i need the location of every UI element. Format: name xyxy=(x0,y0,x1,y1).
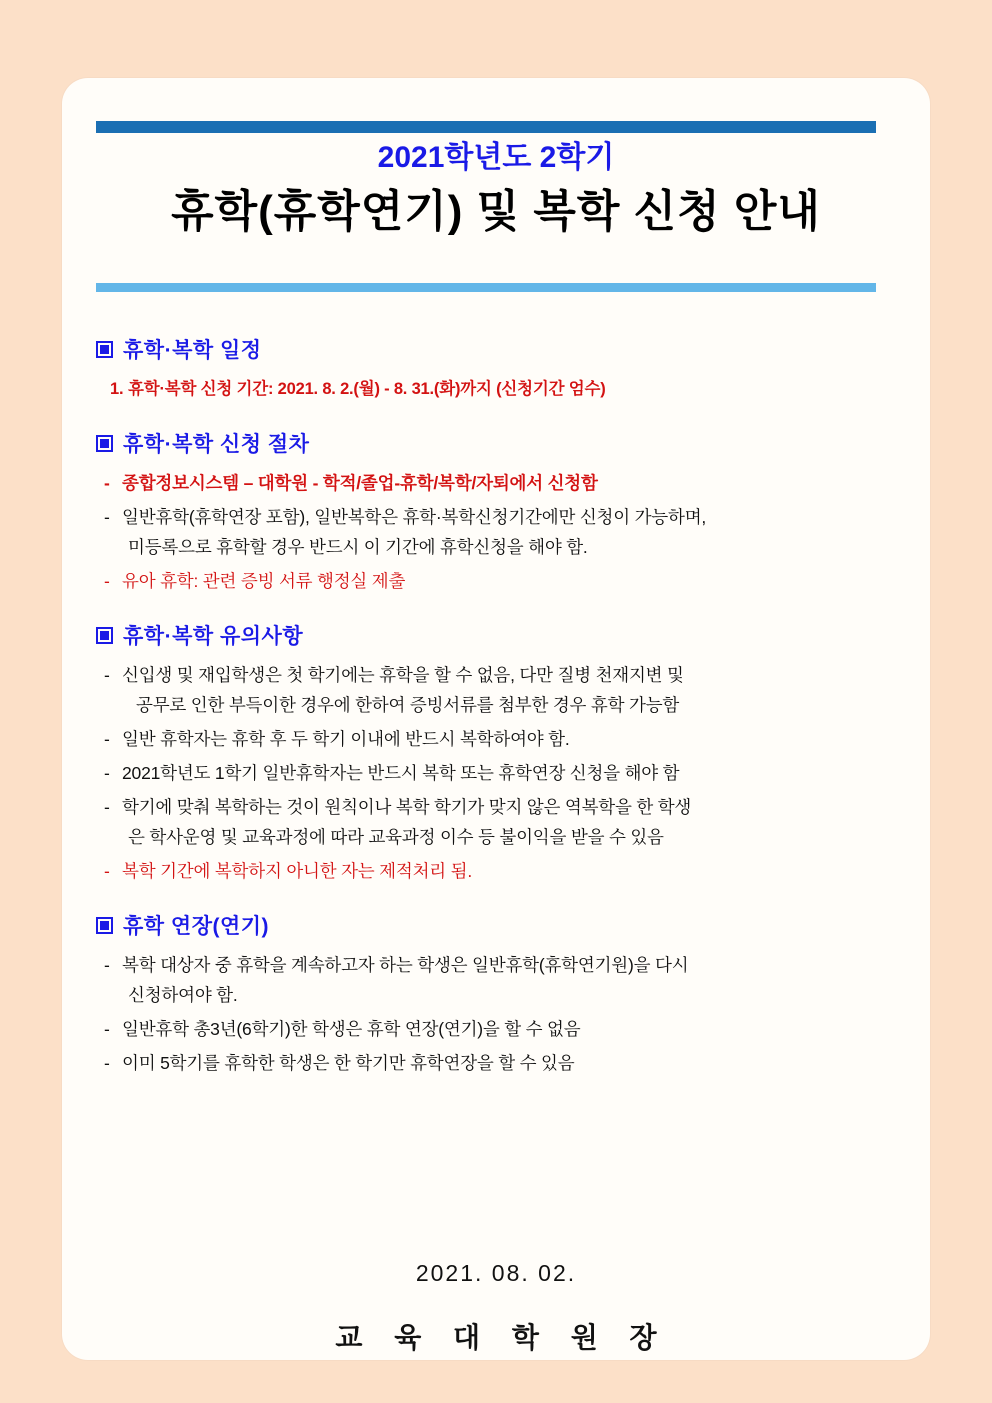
section-heading-label: 휴학 연장(연기) xyxy=(123,915,270,938)
list-marker: 1. xyxy=(110,380,124,398)
list-marker: - xyxy=(104,1019,110,1039)
square-bullet-icon xyxy=(96,627,113,644)
list-item xyxy=(96,660,896,720)
section-heading xyxy=(96,910,896,940)
header-rule-bottom xyxy=(96,283,876,292)
list-item xyxy=(96,468,896,498)
list-item-text-line2: 공무로 인한 부득이한 경우에 한하여 증빙서류를 첨부한 경우 휴학 가능함 xyxy=(136,695,680,715)
list-item-text-line2: 신청하여야 함. xyxy=(128,985,238,1005)
list-marker: - xyxy=(104,1053,110,1073)
square-bullet-icon xyxy=(96,917,113,934)
list-item xyxy=(96,374,896,404)
section-notes xyxy=(96,620,896,886)
section-procedure xyxy=(96,428,896,596)
list-item xyxy=(96,792,896,852)
list-item xyxy=(96,856,896,886)
list-item-text: 학기에 맞춰 복학하는 것이 원칙이나 복학 학기가 맞지 않은 역복학을 한 학생 xyxy=(122,797,692,817)
list-item xyxy=(96,1048,896,1078)
notice-sheet xyxy=(62,78,930,1360)
list-marker: - xyxy=(104,955,110,975)
section-heading xyxy=(96,428,896,458)
list-item xyxy=(96,758,896,788)
square-bullet-icon xyxy=(96,341,113,358)
list-marker: - xyxy=(104,665,110,685)
notice-content xyxy=(96,310,896,1082)
list-item xyxy=(96,950,896,1010)
section-schedule xyxy=(96,334,896,404)
title-block xyxy=(62,140,930,242)
list-item-text-line2: 미등록으로 휴학할 경우 반드시 이 기간에 휴학신청을 해야 함. xyxy=(128,537,588,557)
section-heading-label: 휴학·복학 신청 절차 xyxy=(123,433,310,456)
header-rule-top xyxy=(96,121,876,133)
list-item-text: 2021학년도 1학기 일반휴학자는 반드시 복학 또는 휴학연장 신청을 해야 함 xyxy=(122,763,680,783)
section-extension xyxy=(96,910,896,1078)
list-item xyxy=(96,566,896,596)
list-marker: - xyxy=(104,763,110,783)
list-marker: - xyxy=(104,571,110,591)
list-item-text: 복학 대상자 중 휴학을 계속하고자 하는 학생은 일반휴학(휴학연기원)을 다시 xyxy=(122,955,689,975)
list-item-text: 복학 기간에 복학하지 아니한 자는 제적처리 됨. xyxy=(122,861,473,881)
list-item-text: 일반휴학(휴학연장 포함), 일반복학은 휴학·복학신청기간에만 신청이 가능하며, xyxy=(122,507,707,527)
list-marker: - xyxy=(104,729,110,749)
footer-organization: 교 육 대 학 원 장 xyxy=(335,1322,669,1353)
list-item xyxy=(96,502,896,562)
list-item-text: 일반휴학 총3년(6학기)한 학생은 휴학 연장(연기)을 할 수 없음 xyxy=(122,1019,581,1039)
title-year: 2021학년도 2학기 xyxy=(377,141,615,174)
list-item-text: 일반 휴학자는 휴학 후 두 학기 이내에 반드시 복학하여야 함. xyxy=(122,729,570,749)
page-title: 휴학(휴학연기) 및 복학 신청 안내 xyxy=(171,187,821,236)
list-marker: - xyxy=(104,797,110,817)
section-heading-label: 휴학·복학 일정 xyxy=(123,339,262,362)
list-marker: - xyxy=(104,861,110,881)
section-heading xyxy=(96,334,896,364)
square-bullet-icon xyxy=(96,435,113,452)
footer-date: 2021. 08. 02. xyxy=(415,1260,577,1286)
notice-inner xyxy=(62,78,930,1360)
section-heading-label: 휴학·복학 유의사항 xyxy=(123,625,304,648)
list-marker: - xyxy=(104,473,110,493)
section-heading xyxy=(96,620,896,650)
list-item-text: 신입생 및 재입학생은 첫 학기에는 휴학을 할 수 없음, 다만 질병 천재지변 및 xyxy=(122,665,684,685)
list-item-text: 휴학·복학 신청 기간: 2021. 8. 2.(월) - 8. 31.(화)까지 (신청기간 엄수) xyxy=(128,380,606,398)
list-item xyxy=(96,1014,896,1044)
list-item-text: 종합정보시스템 – 대학원 - 학적/졸업-휴학/복학/자퇴에서 신청함 xyxy=(122,473,598,493)
list-item-text: 이미 5학기를 휴학한 학생은 한 학기만 휴학연장을 할 수 있음 xyxy=(122,1053,575,1073)
list-item-text: 유아 휴학: 관련 증빙 서류 행정실 제출 xyxy=(122,571,406,591)
list-marker: - xyxy=(104,507,110,527)
list-item-text-line2: 은 학사운영 및 교육과정에 따라 교육과정 이수 등 불이익을 받을 수 있음 xyxy=(128,827,664,847)
list-item xyxy=(96,724,896,754)
